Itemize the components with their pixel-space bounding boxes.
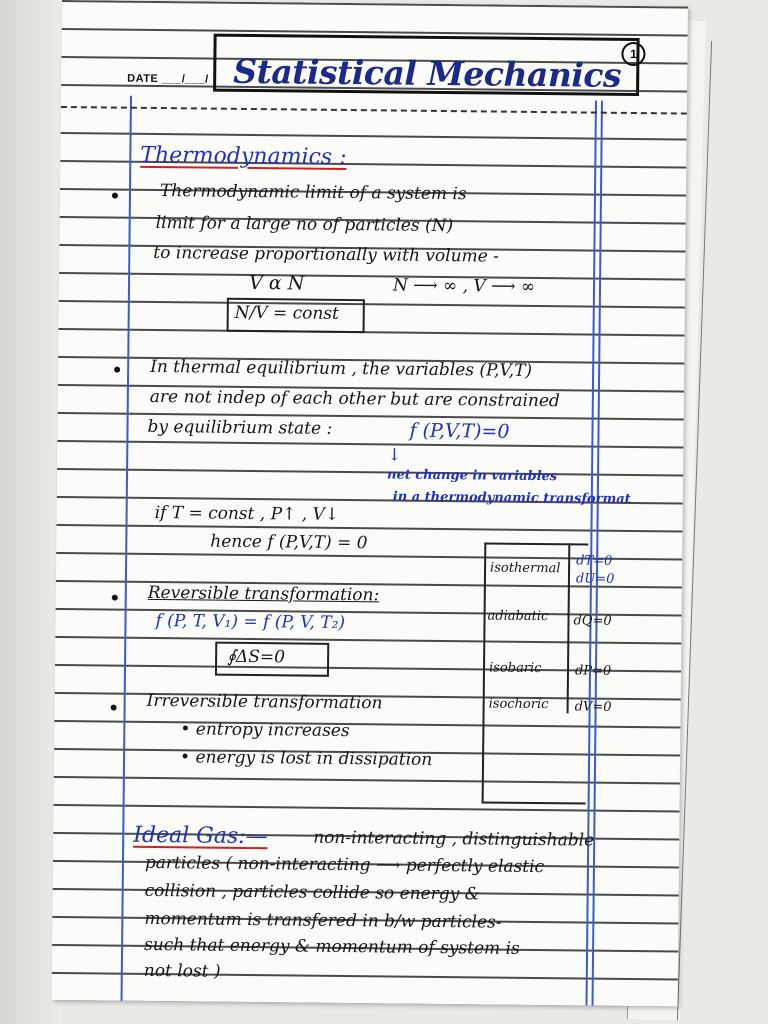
page-number: 1 (621, 42, 645, 66)
net-change-note-2: in a thermodynamic transformat (392, 489, 631, 507)
ideal-gas-line-1: non-interacting , distinguishable (313, 827, 595, 851)
date-divider (61, 106, 687, 115)
ideal-gas-heading: Ideal Gas:— (133, 822, 268, 850)
irreversible-point-2: • energy is lost in dissipation (179, 747, 433, 770)
irreversible-heading: Irreversible transformation (146, 690, 383, 714)
proportional-relation: V α N (248, 271, 305, 295)
isothermal-condition-2: dU=0 (575, 571, 615, 587)
table-bottom (482, 801, 586, 804)
bullet (112, 193, 118, 199)
date-label: DATE ___/___/ (127, 72, 209, 86)
notebook-page (52, 0, 688, 1007)
table-divider (567, 543, 571, 713)
equilibrium-line-1: In thermal equilibrium , the variables (P,V,T) (150, 356, 533, 381)
limit-line-2: limit for a large no of particles (N) (155, 212, 454, 237)
ideal-gas-line-6: not lost ) (143, 960, 221, 982)
if-condition: if T = const , P↑ , V↓ (154, 502, 340, 525)
process-isothermal: isothermal (489, 560, 561, 577)
process-isochoric: isochoric (488, 696, 549, 713)
bullet (111, 705, 117, 711)
bullet (112, 595, 118, 601)
density-const: N/V = const (234, 302, 340, 324)
page-title: Statistical Mechanics (233, 51, 622, 95)
limit-line-3: to increase proportionally with volume - (153, 242, 500, 267)
equation-of-state: f (P,V,T)=0 (409, 419, 510, 443)
isobaric-condition: dP=0 (574, 663, 612, 679)
down-arrow: ↓ (387, 445, 402, 466)
cyclic-entropy: ∮ΔS=0 (227, 646, 286, 668)
ideal-gas-line-4: momentum is transfered in b/w particles- (144, 908, 502, 933)
net-change-note-1: net change in variables (386, 467, 558, 485)
process-isobaric: isobaric (488, 660, 542, 677)
reversible-heading: Reversible transformation: (147, 582, 380, 606)
hence-condition: hence f (P,V,T) = 0 (210, 531, 368, 554)
isothermal-condition: dT=0 (576, 553, 613, 569)
equilibrium-line-3: by equilibrium state : (147, 416, 333, 439)
ideal-gas-line-2: particles ( non-interacting ⟶ perfectly elastic (144, 852, 545, 878)
limit-line-1: Thermodynamic limit of a system is (159, 181, 467, 205)
isochoric-condition: dV=0 (574, 699, 612, 715)
bullet (114, 367, 120, 373)
reversible-formula: f (P, T, V₁) = f (P, V, T₂) (155, 611, 346, 633)
process-adiabatic: adiabatic (487, 608, 549, 625)
equilibrium-line-2: are not indep of each other but are constrained (149, 386, 560, 412)
table-top (484, 542, 588, 545)
irreversible-point-1: • entropy increases (180, 719, 350, 742)
infinite-limit: N ⟶ ∞ , V ⟶ ∞ (392, 275, 536, 297)
adiabatic-condition: dQ=0 (573, 613, 612, 629)
table-left-border (482, 542, 487, 802)
ideal-gas-line-5: such that energy & momentum of system is (144, 934, 520, 959)
thermodynamics-heading: Thermodynamics : (140, 142, 347, 170)
ideal-gas-line-3: collision , particles collide so energy & (144, 880, 480, 905)
left-margin-line (121, 96, 132, 1001)
